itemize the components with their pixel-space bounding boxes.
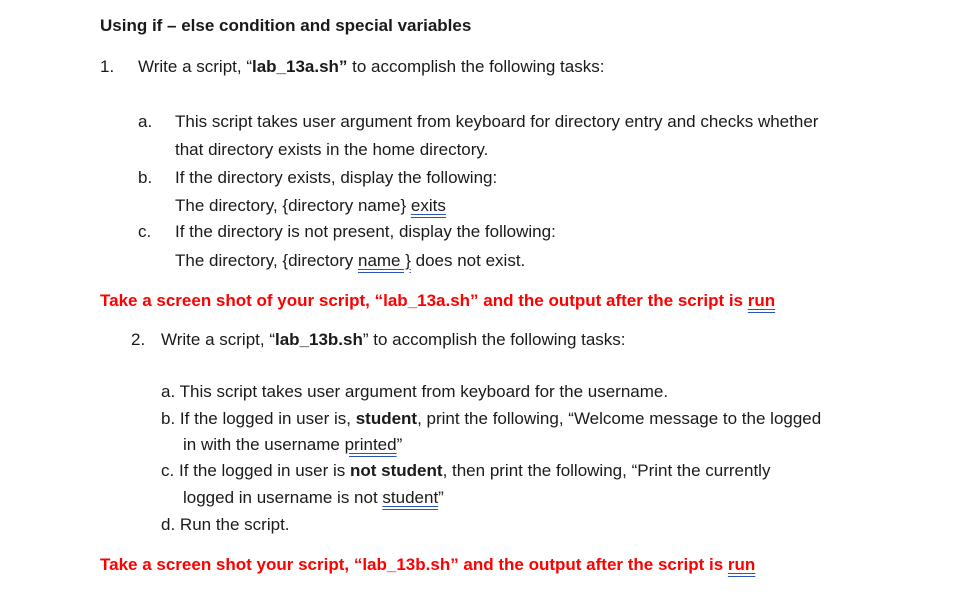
- q2-item-c-line2-after: ”: [438, 488, 444, 507]
- spelling-mark: run: [747, 291, 776, 310]
- q2-item-b-line2: [183, 435, 402, 455]
- q2-filename: lab_13b.sh: [274, 330, 363, 349]
- q2-item-a: [161, 382, 668, 402]
- q1-text-before: Write a script, “: [138, 57, 252, 76]
- q1-item-c-line2-text: The directory, {directory: [175, 251, 358, 270]
- spelling-mark: student: [382, 488, 439, 507]
- q2-number: 2.: [131, 330, 146, 349]
- section-heading: Using if – else condition and special variables: [100, 16, 472, 35]
- spelling-mark: exits: [410, 196, 446, 215]
- q2-text-after: ” to accomplish the following tasks:: [362, 330, 626, 349]
- instruction-1: [100, 291, 775, 311]
- q2-text: [161, 330, 626, 350]
- q2-item-d-marker: d.: [161, 515, 176, 534]
- q2-item-b-marker: b.: [161, 409, 176, 428]
- q1-item-a-line1: This script takes user argument from keyboard for directory entry and checks whether: [175, 112, 819, 131]
- spelling-mark: printed: [344, 435, 397, 454]
- q2-item-c-before: If the logged in user is: [178, 461, 351, 480]
- q2-text-before: Write a script, “: [161, 330, 275, 349]
- q2-item-b-after: , print the following, “Welcome message to the logged: [417, 409, 822, 428]
- q1-filename: lab_13a.sh”: [251, 57, 348, 76]
- q2-item-d-text: Run the script.: [179, 515, 290, 534]
- q2-item-a-text: This script takes user argument from keyboard for the username.: [179, 382, 669, 401]
- q2-item-b-line2-text: in with the username: [183, 435, 345, 454]
- q2-item-b-before: If the logged in user is,: [179, 409, 356, 428]
- q1-item-a-marker: a.: [138, 112, 153, 131]
- q2-item-c-bold: not student: [350, 461, 443, 480]
- q1-text-after: to accomplish the following tasks:: [347, 57, 605, 76]
- q2-item-c-line2: [183, 488, 444, 508]
- q2-item-b-line2-after: ”: [396, 435, 403, 454]
- q1-item-c-line1: If the directory is not present, display the following:: [175, 222, 556, 241]
- q1-number: 1.: [100, 57, 115, 76]
- q2-item-d: [161, 515, 290, 535]
- spelling-mark: name }: [357, 251, 411, 270]
- q1-item-b-line1: If the directory exists, display the following:: [175, 168, 498, 187]
- instruction-2: [100, 555, 755, 575]
- instruction-1-text: Take a screen shot of your script, “lab_13a.sh” and the output after the script is: [100, 291, 748, 310]
- instruction-2-text: Take a screen shot your script, “lab_13b.sh” and the output after the script is: [100, 555, 728, 574]
- q1-item-c-line2: [175, 251, 525, 271]
- q1-item-b-line2: [175, 196, 446, 216]
- q1-item-b-marker: b.: [138, 168, 153, 187]
- q2-item-b-bold: student: [355, 409, 418, 428]
- spelling-mark: run: [727, 555, 756, 574]
- q1-item-c-line2-after: does not exist.: [410, 251, 526, 270]
- q1-item-b-line2-text: The directory, {directory name}: [175, 196, 411, 215]
- q2-item-b-line1: [161, 409, 821, 429]
- q2-item-a-marker: a.: [161, 382, 176, 401]
- q2-item-c-after: , then print the following, “Print the currently: [442, 461, 771, 480]
- q2-item-c-line1: [161, 461, 770, 481]
- q2-item-c-line2-text: logged in username is not: [183, 488, 383, 507]
- q1-item-c-marker: c.: [138, 222, 152, 241]
- q2-item-c-marker: c.: [161, 461, 175, 480]
- q1-item-a-line2: that directory exists in the home directory.: [175, 140, 489, 159]
- q1-text: [138, 57, 604, 77]
